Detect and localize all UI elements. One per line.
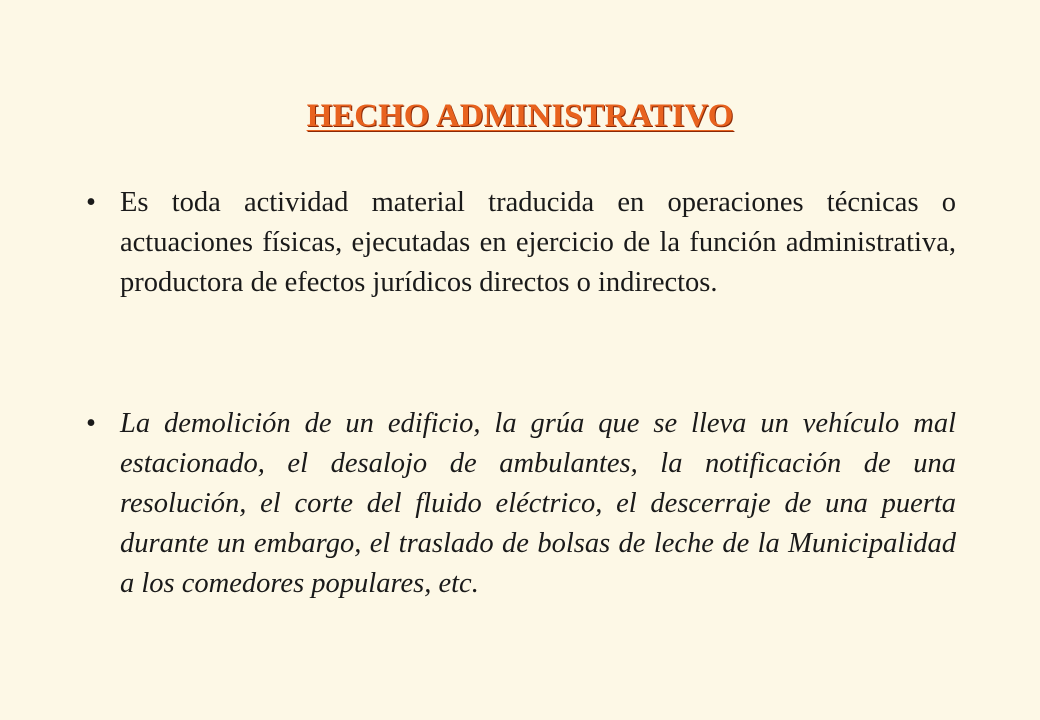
bullet-text-definition: Es toda actividad material traducida en operaciones técnicas o actuaciones físicas, ejecutadas en ejercicio de la función administrativa, productora de efectos jurídicos directos o indirectos.	[120, 187, 956, 298]
slide-title: HECHO ADMINISTRATIVO	[306, 98, 734, 134]
bullet-text-examples: La demolición de un edificio, la grúa que se lleva un vehículo mal estacionado, el desalojo de ambulantes, la notificación de una resolución, el corte del fluido eléctrico, el descerraje de una puerta durante un embargo, el traslado de bolsas de leche de la Municipalidad a los comedores populares, etc.	[120, 408, 956, 599]
bullet-marker: •	[86, 408, 96, 439]
bullet-marker: •	[86, 187, 96, 218]
